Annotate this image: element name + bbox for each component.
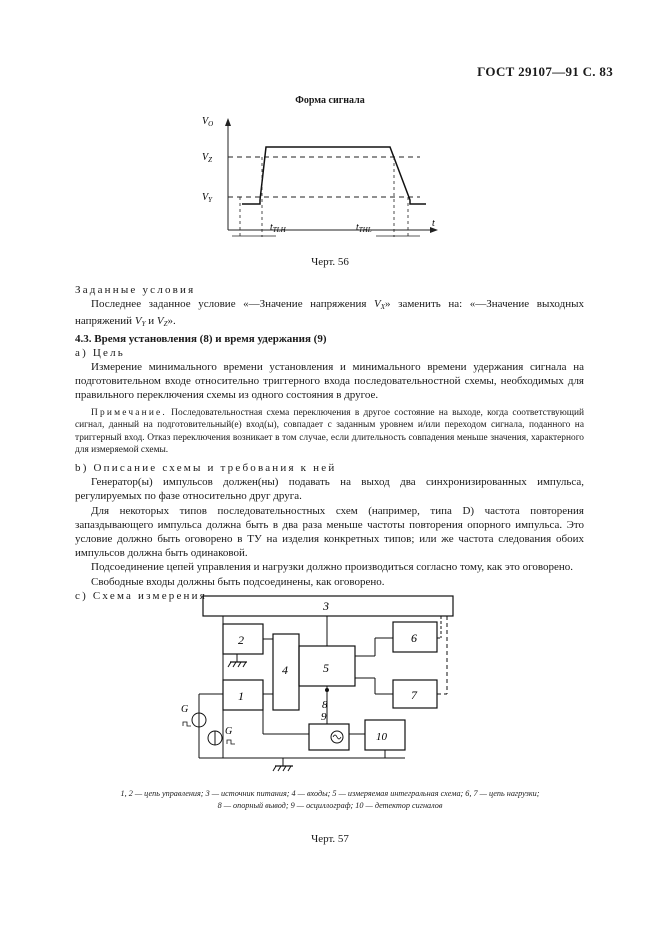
section-given-title: Заданные условия: [75, 284, 196, 296]
block-6-label: 6: [411, 631, 417, 645]
subsection-a-title: а) Цель: [75, 346, 126, 359]
figure2-legend: [80, 788, 580, 812]
section-4-3-heading: 4.3. Время установления (8) и время удержания (9): [75, 332, 327, 345]
page-header: ГОСТ 29107—91 С. 83: [477, 64, 613, 79]
block-5-label: 5: [323, 661, 329, 675]
legend-line-1: 1, 2 — цепь управления; 3 — источник питания; 4 — входы; 5 — измеряемая интегральная схема; 6, 7 — цепь нагрузки;: [120, 789, 540, 798]
subsection-b-title: b) Описание схемы и требования к ней: [75, 462, 337, 474]
section-given-paragraph: Последнее заданное условие «—Значение напряжения $V_X$» заменить на: «—Значение выходных напряжений $V_Y$ и $V_Z$».: [75, 298, 584, 329]
label-v-z: $V_Z$: [202, 152, 213, 164]
subsection-b-p1: Генератор(ы) импульсов должен(ны) подавать на выход два синхронизированных импульса, регулируемых по фазе относительно друг друга.: [75, 476, 584, 503]
label-t-tlh: $t_{TLH}$: [270, 222, 286, 234]
subsection-c-title: с) Схема измерения: [75, 589, 207, 602]
signal-waveform-diagram: [180, 112, 460, 242]
figure1-caption: Черт. 56: [311, 256, 349, 268]
label-t-axis: t: [432, 218, 435, 229]
figure2-caption: Черт. 57: [311, 833, 349, 845]
block-4-label: 4: [282, 663, 288, 677]
note-paragraph: Примечание. Последовательностная схема переключения в другое состояние на выходе, когда соответствующий сигнал, данный на подготовительный(е) вход(ы), совпадает с заданным уровнем и/или переходом сигнала, поданного на триггерный вход. Отказ переключения возникает в том случае, если длительность совпадения меньше значения, характерного для измеряемой схемы.: [75, 407, 584, 456]
body-text: [75, 283, 584, 603]
signal-trace: [242, 147, 426, 204]
block-8-label: 8: [322, 699, 328, 711]
block-1-label: 1: [238, 689, 244, 703]
figure1-title: Форма сигнала: [295, 95, 365, 106]
block-7-label: 7: [411, 688, 417, 702]
generator-2-label: G: [225, 726, 233, 737]
label-v-y: $V_Y$: [202, 192, 213, 204]
label-t-thl: $t_{THL}$: [356, 222, 372, 234]
subsection-b-p2: Для некоторых типов последовательностных схем (например, типа D) частота повторения запаздывающего импульса должна быть в два раза меньше частоты повторения опорного импульса. Это условие должно быть оговорено в ТУ на изделия конкретных типов; или же частота следования обоих импульсов должна быть одинаковой.: [75, 504, 584, 560]
block-9-label: 9: [321, 711, 327, 723]
block-3-label: 3: [323, 599, 329, 613]
legend-line-2: 8 — опорный вывод; 9 — осциллограф; 10 — детектор сигналов: [217, 801, 443, 810]
subsection-b-p4: Свободные входы должны быть подсоединены, как оговорено.: [91, 575, 385, 588]
measurement-circuit-diagram: [175, 594, 465, 780]
generator-1-label: G: [181, 704, 189, 715]
subsection-a-text: Измерение минимального времени установления и минимального времени удержания сигнала на подготовительном входе относительно триггерного входа последовательностной схемы, необходимых для правильного переключения схемы из одного состояния в другое.: [75, 361, 584, 402]
label-v-o: $V_O$: [202, 116, 214, 128]
block-2-label: 2: [238, 633, 244, 647]
v-axis-arrow: [225, 118, 231, 126]
block-10-label: 10: [376, 731, 387, 743]
subsection-b-p3: Подсоединение цепей управления и нагрузки должно производиться согласно тому, как это оговорено.: [91, 561, 573, 574]
